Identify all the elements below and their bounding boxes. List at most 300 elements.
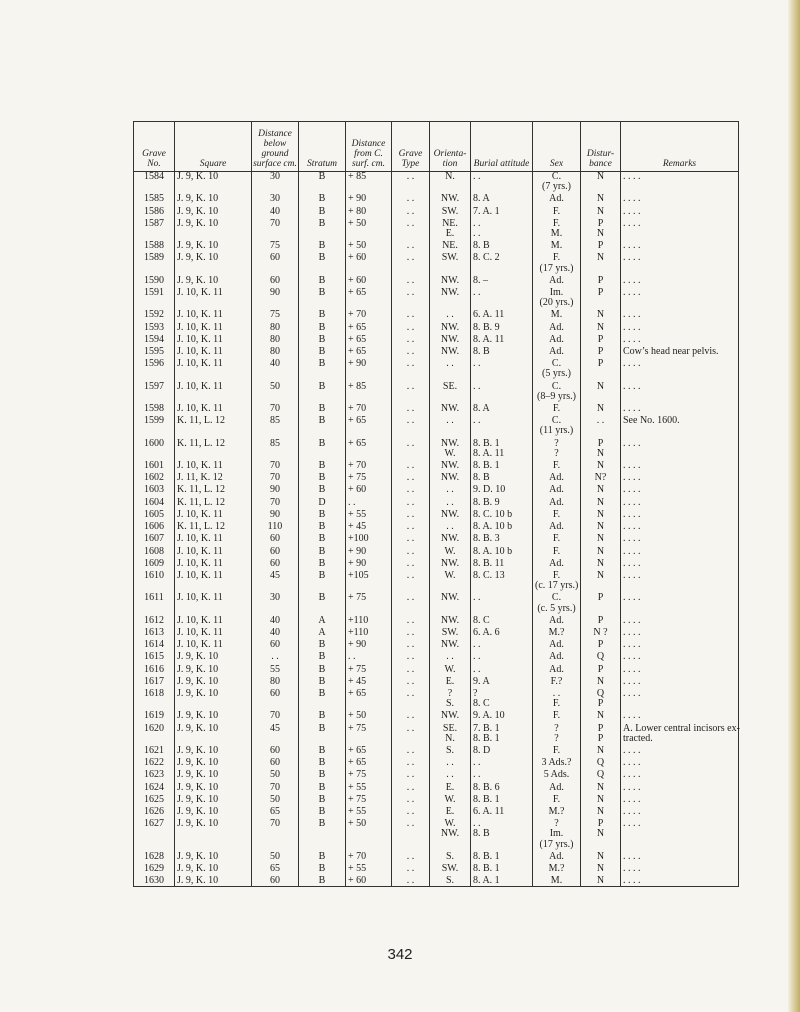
cell-value: B: [318, 274, 326, 286]
table-row: [134, 459, 739, 471]
cell-orient: [430, 545, 471, 557]
cell-value: B: [318, 805, 326, 817]
table-row: [134, 805, 739, 817]
cell-value: F.: [552, 508, 561, 520]
cell-sex: [533, 650, 581, 662]
cell-value: B: [318, 415, 326, 427]
cell-depth: [252, 508, 299, 520]
cell-dist: [346, 321, 392, 333]
cell-value: B: [318, 403, 326, 415]
cell-sex: [533, 459, 581, 471]
cell-value: 1624: [144, 781, 164, 793]
cell-value: J. 9, K. 10: [177, 744, 219, 756]
cell-value: Ad.: [549, 496, 564, 508]
cell-value: A: [318, 626, 326, 638]
cell-value: 9. D. 10: [473, 484, 506, 496]
cell-dist: [346, 483, 392, 495]
cell-square: [175, 569, 252, 591]
cell-depth: [252, 781, 299, 793]
cell-value: 8. B. 3: [473, 533, 500, 545]
cell-value: S.: [445, 744, 455, 756]
cell-value: P: [597, 663, 604, 675]
cell-value: Q: [596, 769, 605, 781]
cell-value: . .: [473, 757, 481, 769]
cell-no: [134, 414, 175, 436]
cell-value: . .: [406, 651, 415, 663]
cell-orient: [430, 768, 471, 780]
column-header-grave-type: Grave Type: [392, 122, 430, 172]
cell-dist_b: [581, 569, 621, 591]
cell-attitude: [471, 675, 533, 687]
cell-dist: [346, 402, 392, 414]
cell-value: . .: [446, 757, 454, 769]
table-row: [134, 172, 739, 193]
table-row: [134, 709, 739, 721]
cell-no: [134, 508, 175, 520]
cell-attitude: [471, 192, 533, 204]
cell-value: 9. A. 10: [473, 710, 505, 722]
cell-stratum: [299, 357, 346, 379]
cell-stratum: [299, 414, 346, 436]
cell-value: J. 9, K. 10: [177, 722, 219, 734]
cell-dist: [346, 687, 392, 699]
cell-value: S.: [445, 698, 455, 710]
cell-value: J. 9, K. 10: [177, 663, 219, 675]
cell-value: J. 9, K. 10: [177, 710, 219, 722]
cell-value: 1606: [144, 521, 164, 533]
cell-value: 8. A. 11: [473, 447, 505, 459]
cell-value: J. 10, K. 11: [177, 569, 223, 581]
cell-attitude: [471, 532, 533, 544]
cell-type: [392, 781, 430, 793]
cell-attitude: [471, 545, 533, 557]
cell-value: . . . .: [623, 533, 641, 545]
cell-no: [134, 251, 175, 273]
cell-sex: [533, 709, 581, 721]
cell-orient: [430, 557, 471, 569]
cell-value: W.: [444, 663, 456, 675]
cell-value: NW.: [440, 557, 460, 569]
cell-value: 1610: [144, 569, 164, 581]
table-body: [134, 172, 739, 887]
cell-value: E.: [445, 805, 455, 817]
table-row: [134, 874, 739, 887]
cell-depth: [252, 638, 299, 650]
cell-dist: [346, 449, 392, 459]
cell-orient: [430, 333, 471, 345]
cell-value: 1618: [144, 687, 164, 699]
cell-dist: [346, 192, 392, 204]
cell-attitude: [471, 286, 533, 308]
cell-depth: [252, 414, 299, 436]
cell-orient: [430, 744, 471, 756]
cell-value: NW.: [440, 274, 460, 286]
cell-value: J. 10, K. 11: [177, 592, 223, 604]
cell-stratum: [299, 345, 346, 357]
cell-value: . .: [406, 769, 415, 781]
cell-remarks: [621, 380, 739, 402]
cell-type: [392, 768, 430, 780]
cell-type: [392, 675, 430, 687]
cell-depth: [252, 829, 299, 849]
grave-register-table-wrapper: [133, 121, 738, 887]
cell-value: . .: [406, 240, 415, 252]
cell-value: J. 9, K. 10: [177, 193, 219, 205]
cell-age-note: (17 yrs.): [539, 262, 574, 274]
cell-value: 1611: [144, 592, 164, 604]
cell-value: . . . .: [623, 252, 641, 264]
cell-stratum: [299, 663, 346, 675]
table-row: [134, 650, 739, 662]
cell-value: Ad.: [549, 781, 564, 793]
cell-value: . . . .: [623, 508, 641, 520]
cell-square: [175, 229, 252, 239]
cell-value: P: [597, 287, 604, 299]
cell-value: E.: [445, 781, 455, 793]
cell-value: ?: [554, 732, 559, 744]
grave-register-table: [133, 121, 739, 887]
cell-value: J. 9, K. 10: [177, 675, 219, 687]
cell-value: NW.: [440, 614, 460, 626]
cell-no: [134, 663, 175, 675]
cell-orient: [430, 874, 471, 887]
cell-sex: [533, 532, 581, 544]
cell-value: 45: [270, 722, 280, 734]
cell-attitude: [471, 239, 533, 251]
cell-depth: [252, 862, 299, 874]
cell-remarks: [621, 699, 739, 709]
cell-value: 1598: [144, 403, 164, 415]
cell-type: [392, 449, 430, 459]
cell-remarks: [621, 614, 739, 626]
cell-value: N: [596, 545, 605, 557]
cell-value: 75: [270, 240, 280, 252]
cell-age-note: (5 yrs.): [542, 368, 571, 380]
cell-no: [134, 471, 175, 483]
cell-value: . .: [406, 569, 415, 581]
cell-attitude: [471, 768, 533, 780]
cell-attitude: [471, 172, 533, 193]
cell-value: 8. B: [473, 346, 490, 358]
cell-square: [175, 756, 252, 768]
cell-value: P: [597, 722, 604, 734]
cell-value: SE.: [442, 722, 458, 734]
cell-value: N: [596, 193, 605, 205]
cell-depth: [252, 687, 299, 699]
cell-depth: [252, 520, 299, 532]
cell-value: 1589: [144, 252, 164, 264]
cell-value: 1586: [144, 205, 164, 217]
cell-no: [134, 239, 175, 251]
cell-square: [175, 459, 252, 471]
cell-sex: [533, 251, 581, 273]
cell-value: 45: [270, 569, 280, 581]
cell-value: C.: [551, 415, 562, 427]
cell-value: 1620: [144, 722, 164, 734]
cell-value: . . . .: [623, 380, 641, 392]
cell-orient: [430, 414, 471, 436]
cell-orient: [430, 508, 471, 520]
cell-no: [134, 781, 175, 793]
cell-type: [392, 459, 430, 471]
cell-value: B: [318, 533, 326, 545]
cell-attitude: [471, 829, 533, 849]
cell-value: 1609: [144, 557, 164, 569]
cell-remarks: [621, 675, 739, 687]
cell-sex: [533, 496, 581, 508]
cell-value: P: [597, 333, 604, 345]
cell-remarks: [621, 545, 739, 557]
cell-sex: [533, 874, 581, 887]
cell-value: 8. B. 1: [473, 850, 500, 862]
cell-value: + 85: [348, 171, 367, 182]
cell-square: [175, 626, 252, 638]
table-row: [134, 508, 739, 520]
table-row: [134, 380, 739, 402]
cell-dist: [346, 626, 392, 638]
cell-orient: [430, 229, 471, 239]
cell-sex: [533, 239, 581, 251]
cell-value: 1591: [144, 287, 164, 299]
cell-dist_b: [581, 663, 621, 675]
cell-dist: [346, 239, 392, 251]
cell-orient: [430, 449, 471, 459]
cell-sex: [533, 274, 581, 286]
cell-square: [175, 274, 252, 286]
cell-sex: [533, 756, 581, 768]
cell-value: 110: [267, 521, 283, 533]
cell-value: 70: [270, 496, 280, 508]
cell-dist_b: [581, 229, 621, 239]
table-row: [134, 471, 739, 483]
cell-value: B: [318, 710, 326, 722]
cell-value: . .: [406, 496, 415, 508]
cell-depth: [252, 850, 299, 862]
cell-value: ?: [554, 818, 559, 830]
cell-sex: [533, 333, 581, 345]
cell-value: . .: [473, 651, 481, 663]
cell-orient: [430, 308, 471, 320]
cell-value: NW.: [440, 333, 460, 345]
cell-value: J. 10, K. 11: [177, 380, 223, 392]
cell-value: B: [318, 663, 326, 675]
cell-square: [175, 449, 252, 459]
cell-value: . .: [473, 592, 481, 604]
cell-value: . . . .: [623, 757, 641, 769]
cell-no: [134, 545, 175, 557]
cell-value: 1613: [144, 626, 164, 638]
cell-value: 70: [270, 818, 280, 830]
cell-dist_b: [581, 321, 621, 333]
cell-dist_b: [581, 781, 621, 793]
cell-depth: [252, 471, 299, 483]
cell-sex: [533, 850, 581, 862]
cell-value: . .: [406, 757, 415, 769]
cell-no: [134, 569, 175, 591]
cell-value: F.: [552, 205, 561, 217]
cell-value: P: [597, 437, 604, 449]
cell-value: 1594: [144, 333, 164, 345]
cell-square: [175, 286, 252, 308]
cell-value: P: [597, 358, 604, 370]
table-row: [134, 308, 739, 320]
cell-depth: [252, 172, 299, 193]
cell-value: 8. A. 11: [473, 333, 505, 345]
cell-no: [134, 614, 175, 626]
cell-remarks: [621, 805, 739, 817]
cell-remarks: [621, 239, 739, 251]
cell-dist: [346, 496, 392, 508]
cell-square: [175, 722, 252, 734]
cell-type: [392, 239, 430, 251]
cell-value: . .: [406, 850, 415, 862]
cell-remarks: [621, 626, 739, 638]
cell-value: N: [596, 205, 605, 217]
cell-no: [134, 437, 175, 449]
cell-dist_b: [581, 308, 621, 320]
cell-type: [392, 638, 430, 650]
cell-value: J. 9, K. 10: [177, 875, 219, 887]
cell-value: N: [596, 447, 605, 459]
cell-value: 8. B. 11: [473, 557, 505, 569]
cell-value: 8. B. 1: [473, 862, 500, 874]
cell-value: . .: [406, 626, 415, 638]
cell-type: [392, 829, 430, 849]
cell-value: . .: [406, 484, 415, 496]
cell-value: + 50: [348, 818, 367, 830]
cell-value: C.: [551, 358, 562, 370]
cell-no: [134, 192, 175, 204]
cell-value: . . . .: [623, 333, 641, 345]
cell-sex: [533, 308, 581, 320]
cell-value: B: [318, 818, 326, 830]
cell-dist_b: [581, 532, 621, 544]
cell-value: C.: [551, 592, 562, 604]
cell-value: F.: [552, 744, 561, 756]
cell-depth: [252, 449, 299, 459]
cell-square: [175, 817, 252, 829]
cell-value: E.: [445, 228, 455, 240]
cell-value: J. 9, K. 10: [177, 781, 219, 793]
cell-value: NW.: [440, 346, 460, 358]
table-row: [134, 817, 739, 829]
cell-value: B: [318, 358, 326, 370]
cell-attitude: [471, 734, 533, 744]
cell-value: J. 9, K. 10: [177, 651, 219, 663]
cell-value: B: [318, 744, 326, 756]
cell-dist: [346, 675, 392, 687]
cell-stratum: [299, 483, 346, 495]
cell-no: [134, 333, 175, 345]
cell-value: ?: [554, 722, 559, 734]
cell-remarks: [621, 308, 739, 320]
cell-no: [134, 286, 175, 308]
cell-value: . .: [473, 228, 481, 240]
cell-depth: [252, 663, 299, 675]
cell-dist: [346, 414, 392, 436]
cell-value: 8. C: [473, 614, 490, 626]
cell-remarks: [621, 483, 739, 495]
cell-value: F.: [552, 569, 561, 581]
cell-value: N: [596, 252, 605, 264]
cell-value: Ad.: [549, 274, 564, 286]
cell-orient: [430, 638, 471, 650]
cell-value: 60: [270, 687, 280, 699]
cell-value: NE.: [442, 217, 458, 229]
cell-value: 70: [270, 710, 280, 722]
cell-remarks: [621, 414, 739, 436]
cell-orient: [430, 380, 471, 402]
cell-value: J. 10, K. 11: [177, 533, 223, 545]
cell-stratum: [299, 274, 346, 286]
cell-sex: [533, 614, 581, 626]
cell-value: N: [596, 828, 605, 840]
cell-type: [392, 274, 430, 286]
cell-value: Q: [596, 687, 605, 699]
cell-value: N: [596, 484, 605, 496]
cell-value: Ad.: [549, 333, 564, 345]
cell-dist: [346, 205, 392, 217]
cell-no: [134, 709, 175, 721]
cell-square: [175, 205, 252, 217]
cell-sex: [533, 357, 581, 379]
cell-value: P: [597, 346, 604, 358]
cell-value: . . . .: [623, 460, 641, 472]
cell-value: 60: [270, 875, 280, 887]
cell-dist_b: [581, 699, 621, 709]
cell-stratum: [299, 614, 346, 626]
cell-age-note: (11 yrs.): [539, 425, 574, 437]
cell-depth: [252, 557, 299, 569]
cell-value: B: [318, 569, 326, 581]
cell-depth: [252, 380, 299, 402]
table-row: [134, 192, 739, 204]
cell-square: [175, 471, 252, 483]
cell-value: J. 9, K. 10: [177, 793, 219, 805]
cell-value: 1597: [144, 380, 164, 392]
cell-value: + 65: [348, 437, 367, 449]
cell-orient: [430, 459, 471, 471]
table-row: [134, 532, 739, 544]
cell-value: B: [318, 171, 326, 182]
cell-attitude: [471, 414, 533, 436]
cell-value: N: [596, 309, 605, 321]
cell-remarks: [621, 229, 739, 239]
cell-value: . .: [348, 651, 356, 663]
cell-square: [175, 709, 252, 721]
cell-value: NW.: [440, 287, 460, 299]
cell-value: J. 10, K. 11: [177, 403, 223, 415]
cell-sex: [533, 591, 581, 613]
cell-attitude: [471, 709, 533, 721]
cell-type: [392, 333, 430, 345]
cell-type: [392, 756, 430, 768]
cell-value: Q: [596, 651, 605, 663]
cell-sex: [533, 569, 581, 591]
cell-dist_b: [581, 734, 621, 744]
cell-value: 40: [270, 205, 280, 217]
cell-value: 8. B. 1: [473, 793, 500, 805]
cell-sex: [533, 402, 581, 414]
cell-square: [175, 638, 252, 650]
table-row: [134, 274, 739, 286]
cell-value: . .: [406, 217, 415, 229]
cell-value: Ad.: [549, 614, 564, 626]
cell-value: + 50: [348, 240, 367, 252]
table-row: [134, 744, 739, 756]
cell-value: 70: [270, 460, 280, 472]
cell-value: . . . .: [623, 862, 641, 874]
